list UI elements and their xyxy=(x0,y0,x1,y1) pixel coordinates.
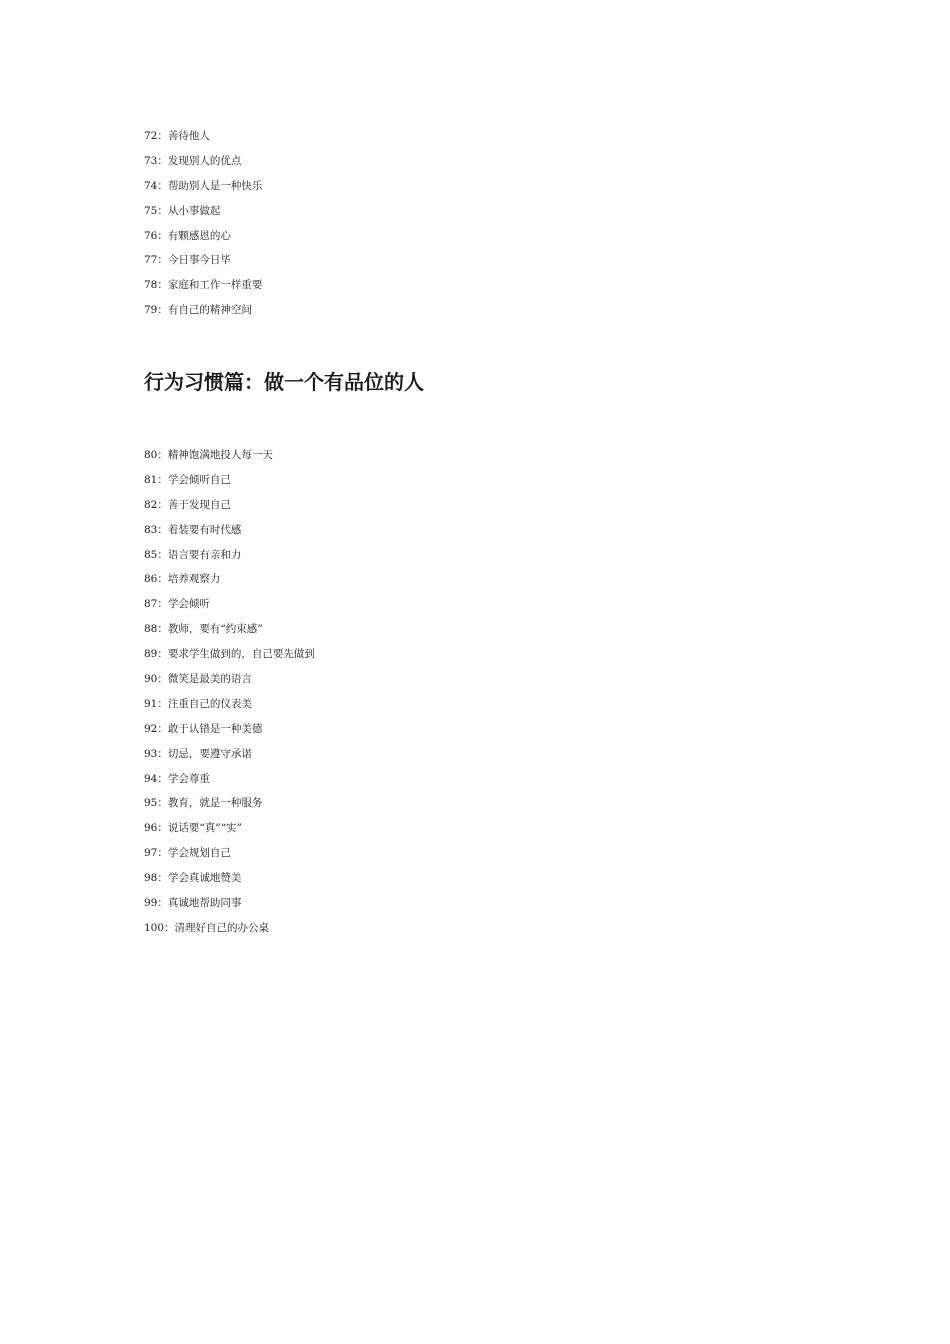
list-item: 73：发现别人的优点 xyxy=(144,154,242,167)
list-item: 76：有颗感恩的心 xyxy=(144,229,231,242)
list-item: 82：善于发现自己 xyxy=(144,498,231,511)
list-item: 99：真诚地帮助同事 xyxy=(144,897,242,910)
list-item: 75：从小事做起 xyxy=(144,204,221,217)
list-item: 83：着装要有时代感 xyxy=(144,523,242,536)
list-item: 77：今日事今日毕 xyxy=(144,254,231,267)
list-item: 93：切忌，要遵守承诺 xyxy=(144,747,252,760)
list-item: 91：注重自己的仪表美 xyxy=(144,697,252,710)
list-item: 89：要求学生做到的，自己要先做到 xyxy=(144,648,315,661)
habit-list-72-79 xyxy=(144,128,262,327)
list-item: 92：敢于认错是一种美德 xyxy=(144,722,263,735)
list-item: 98：学会真诚地赞美 xyxy=(144,872,242,885)
list-item: 72：善待他人 xyxy=(144,130,210,142)
list-item: 79：有自己的精神空间 xyxy=(144,304,252,317)
list-item: 97：学会规划自己 xyxy=(144,847,231,860)
list-item: 95：教育，就是一种服务 xyxy=(144,797,263,810)
list-item: 96：说话要“真”“实” xyxy=(144,822,242,835)
list-item: 78：家庭和工作一样重要 xyxy=(144,279,263,292)
list-item: 80：精神饱满地投人每一天 xyxy=(144,449,273,461)
list-item: 100：清理好自己的办公桌 xyxy=(144,921,270,934)
list-item: 74：帮助别人是一种快乐 xyxy=(144,179,263,192)
section-heading: 行为习惯篇：做一个有品位的人 xyxy=(144,370,424,394)
list-item: 86：培养观察力 xyxy=(144,573,221,586)
list-item: 88：教师，要有“约束感” xyxy=(144,623,263,636)
list-item: 87：学会倾听 xyxy=(144,598,210,611)
list-item: 90：微笑是最美的语言 xyxy=(144,673,252,686)
habit-list-80-100 xyxy=(144,447,315,945)
list-item: 85：语言要有亲和力 xyxy=(144,548,242,561)
list-item: 81：学会倾听自己 xyxy=(144,473,231,486)
list-item: 94：学会尊重 xyxy=(144,772,210,785)
